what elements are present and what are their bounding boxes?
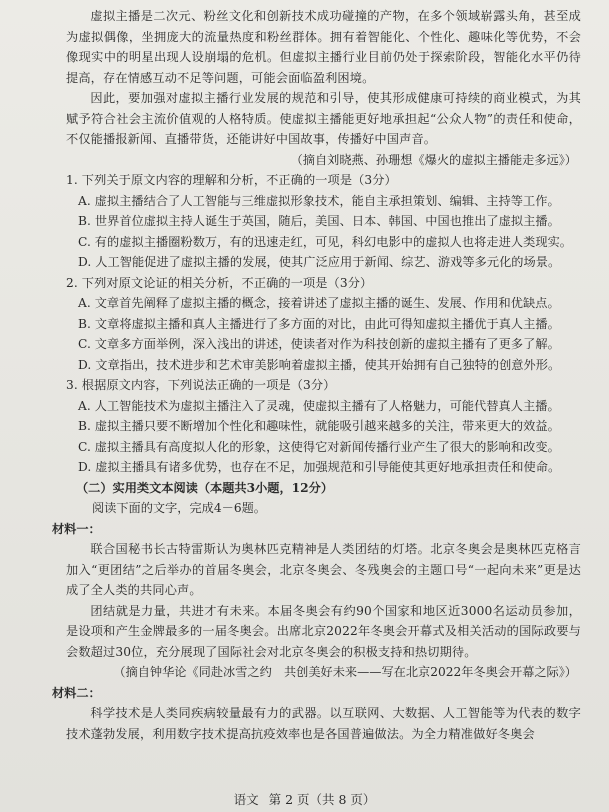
option-c: C. 虚拟主播具有高度拟人化的形象，这使得它对新闻传播行业产生了很大的影响和改变。: [78, 439, 560, 454]
paragraph-virtual-anchor-guidance: 因此，要加强对虚拟主播行业发展的规范和引导，使其形成健康可持续的商业模式，为其赋予符合社会主流价值观的人格特质。使虚拟主播能更好地承担起“公众人物”的责任和使命，不仅能播报新闻、直播带货，还能讲好中国故事，传播好中国声音。: [66, 91, 581, 146]
option-d: D. 文章指出，技术进步和艺术审美影响着虚拟主播，使其开始拥有自己独特的创意外形。: [78, 357, 561, 372]
material-1-paragraph-2: 团结就是力量，共进才有未来。本届冬奥会有约90个国家和地区近3000名运动员参加，是设项和产生金牌最多的一届冬奥会。出席北京2022年冬奥会开幕式及相关活动的国际政要与会数超过30位，充分展现了国际社会对北京冬奥会的积极支持和热切期待。: [66, 603, 581, 659]
page-footer: [0, 790, 609, 808]
section-instruction: 阅读下面的文字，完成4－6题。: [92, 501, 266, 515]
footer-subject: 语文: [233, 792, 259, 807]
material-2-label: 材料二：: [52, 685, 101, 700]
question-2: [66, 273, 581, 376]
option-a: A. 文章首先阐释了虚拟主播的概念，接着讲述了虚拟主播的诞生、发展、作用和优缺点。: [78, 296, 560, 310]
footer-page-number: 第 2 页（共 8 页）: [268, 792, 376, 807]
question-stem: 3. 根据原文内容，下列说法正确的一项是（3分）: [66, 378, 336, 392]
material-1-label: 材料一：: [52, 521, 101, 536]
option-b: B. 世界首位虚拟主持人诞生于英国，随后，美国、日本、韩国、中国也推出了虚拟主播。: [78, 214, 560, 228]
option-b: B. 虚拟主播只要不断增加个性化和趣味性，就能吸引越来越多的关注，带来更大的效益。: [78, 419, 560, 433]
option-a: A. 虚拟主播结合了人工智能与三维虚拟形象技术，能自主承担策划、编辑、主持等工作。: [78, 193, 560, 208]
question-stem: 2. 下列对原文论证的相关分析，不正确的一项是（3分）: [66, 275, 373, 290]
option-c: C. 文章多方面举例，深入浅出的讲述，使读者对作为科技创新的虚拟主播有了更多了解。: [78, 337, 560, 351]
option-c: C. 有的虚拟主播圈粉数万，有的迅速走红，可见，科幻电影中的虚拟人也将走进人类现实。: [78, 234, 573, 249]
question-3: [66, 375, 581, 478]
source-citation: （摘自刘晓燕、孙珊想《爆火的虚拟主播能走多远》）: [290, 152, 577, 167]
option-d: D. 虚拟主播具有诸多优势，也存在不足，加强规范和引导能使其更好地承担责任和使命。: [78, 460, 561, 474]
paragraph-virtual-anchor-intro: 虚拟主播是二次元、粉丝文化和创新技术成功碰撞的产物，在多个领域崭露头角，甚至成为虚拟偶像，坐拥庞大的流量热度和粉丝群体。拥有着智能化、个性化、趣味化等优势，不会像现实中的明星出现人设崩塌的危机。但虚拟主播行业目前仍处于探索阶段，智能化水平仍待提高，存在情感互动不足等问题，可能会面临盈利困境。: [66, 9, 581, 85]
option-b: B. 文章将虚拟主播和真人主播进行了多方面的对比，由此可得知虚拟主播优于真人主播。: [78, 316, 560, 331]
question-1: [66, 170, 581, 273]
material-1-source: （摘自钟华论《同赴冰雪之约 共创美好未来——写在北京2022年冬奥会开幕之际》）: [113, 665, 577, 679]
material-2-paragraph-1: 科学技术是人类同疾病较量最有力的武器。以互联网、大数据、人工智能等为代表的数字技术蓬勃发展，利用数字技术提高抗疫效率也是各国普遍做法。为全力精准做好冬奥会: [66, 706, 581, 741]
option-a: A. 人工智能技术为虚拟主播注入了灵魂，使虚拟主播有了人格魅力，可能代替真人主播。: [78, 398, 560, 413]
material-1-paragraph-1: 联合国秘书长古特雷斯认为奥林匹克精神是人类团结的灯塔。北京冬奥会是奥林匹克格言加入“更团结”之后举办的首届冬奥会，北京冬奥会、冬残奥会的主题口号“一起向未来”更是达成了全人类的共同心声。: [66, 542, 581, 597]
section-title: （二）实用类文本阅读（本题共3小题，12分）: [76, 480, 334, 495]
question-stem: 1. 下列关于原文内容的理解和分析，不正确的一项是（3分）: [66, 173, 397, 187]
option-d: D. 人工智能促进了虚拟主播的发展，使其广泛应用于新闻、综艺、游戏等多元化的场景。: [78, 255, 561, 269]
